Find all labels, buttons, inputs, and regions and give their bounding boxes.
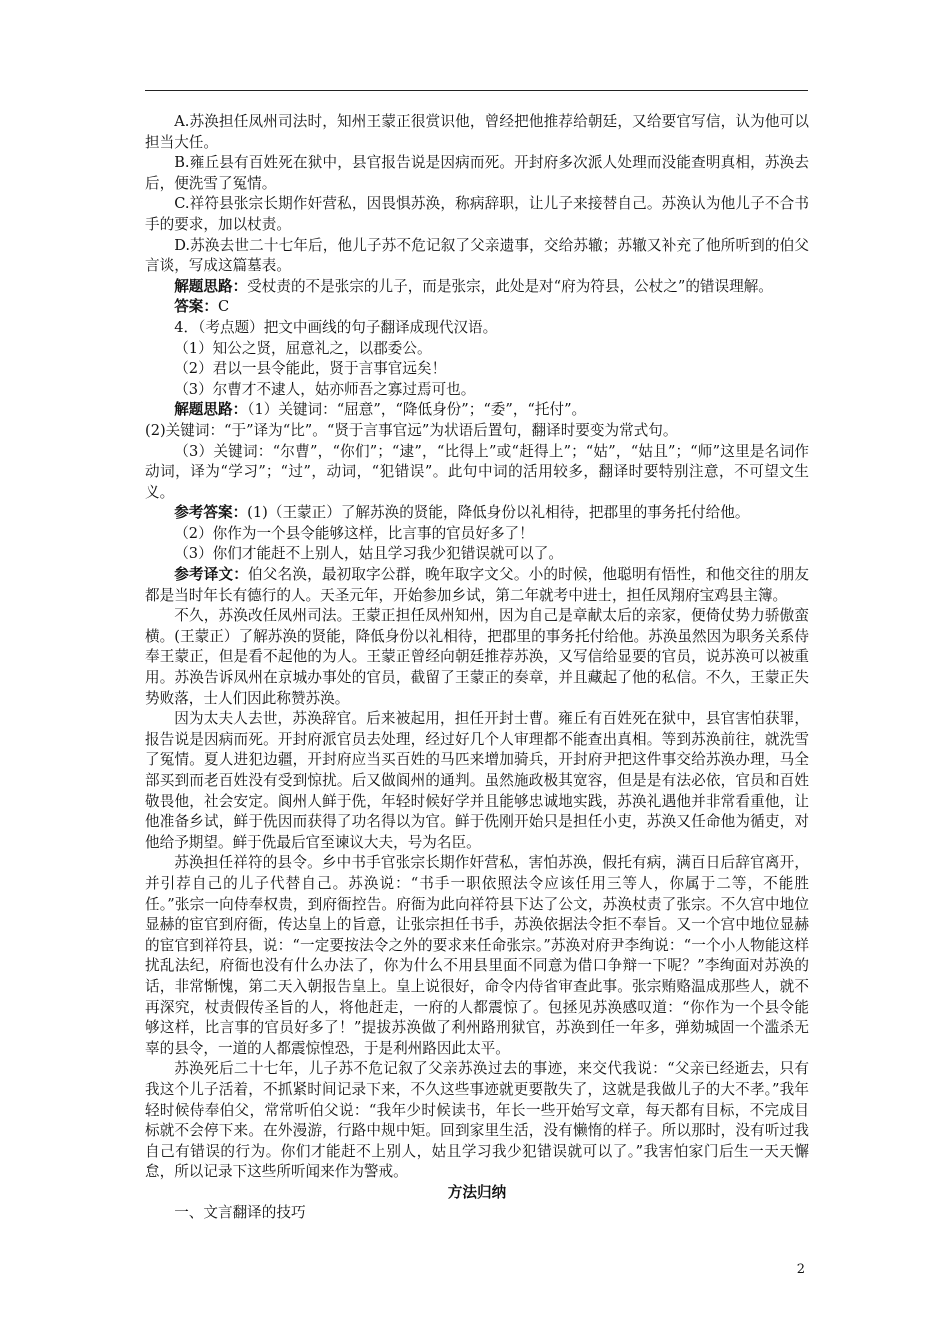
option-c: C.祥符县张宗长期作奸营私，因畏惧苏涣，称病辞职，让儿子来接替自己。苏涣认为他儿子不合书手的要求，加以杖责。 bbox=[145, 195, 809, 233]
option-a: A.苏涣担任凤州司法时，知州王蒙正很赏识他，曾经把他推荐给朝廷，又给要官写信，认为他可以担当大任。 bbox=[145, 113, 809, 151]
q4-reference-1: (1)（王蒙正）了解苏涣的贤能，降低身份以礼相待，把郡里的事务托付给他。 bbox=[247, 504, 750, 522]
translation-p2: 不久，苏涣改任凤州司法。王蒙正担任凤州知州，因为自己是章献太后的亲家，便倚仗势力骄傲蛮横。(王蒙正）了解苏涣的贤能，降低身份以礼相待，把郡里的事务托付给他。苏涣虽然因为职务关系侍奉王蒙正，但是看不起他的为人。王蒙正曾经向朝廷推荐苏涣，又写信给显要的官员，说苏涣可以被重用。苏涣告诉凤州在京城办事处的官员，截留了王蒙正的奏章，并且藏起了他的私信。不久，王蒙正失势败落，士人们因此称赞苏涣。 bbox=[145, 607, 809, 707]
translation-p4: 苏涣担任祥符的县令。乡中书手官张宗长期作奸营私，害怕苏涣，假托有病，满百日后辞官离开，并引荐自己的儿子代替自己。苏涣说：“书手一职依照法令应该任用三等人，你属于二等，不能胜任。”张宗一向侍奉权贵，到府衙控告。府衙为此向祥符县下达了公文，苏涣杖责了张宗。不久宫中地位显赫的宦官到府衙，传达皇上的旨意，让张宗担任书手，苏涣依据法令拒不奉旨。又一个宫中地位显赫的宦官到祥符县，说：“一定要按法令之外的要求来任命张宗。”苏涣对府尹李绚说：“一个小人物能这样扰乱法纪，府衙也没有什么办法了，你为什么不用县里面不同意为借口争辩一下呢？”李绚面对苏涣的话，非常惭愧，第二天入朝报告皇上。皇上说很好，命令内侍省审查此事。张宗贿赂温成那些人，就不再深究，杖责假传圣旨的人，将他赶走，一府的人都震惊了。包拯见苏涣感叹道：“你作为一个县令能够这样，比言事的官员好多了！”提拔苏涣做了利州路刑狱官，苏涣到任一年多，弹劾城固一个滥杀无辜的县令，一道的人都震惊惶恐，于是利州路因此太平。 bbox=[145, 854, 809, 1057]
q4-title: 4．（考点题）把文中画线的句子翻译成现代汉语。 bbox=[174, 318, 498, 336]
translation-label: 参考译文： bbox=[174, 566, 249, 584]
q4-analysis bbox=[145, 400, 809, 421]
q4-sentence-1: （1）知公之贤，屈意礼之，以郡委公。 bbox=[174, 339, 432, 357]
option-d: D.苏涣去世二十七年后，他儿子苏不危记叙了父亲遗事，交给苏辙；苏辙又补充了他所听到的伯父言谈，写成这篇墓表。 bbox=[145, 236, 809, 275]
q3-analysis-text: 受杖责的不是张宗的儿子，而是张宗，此处是对“府为符县，公杖之”的错误理解。 bbox=[247, 277, 773, 295]
translation-p1-text: 伯父名涣，最初取字公群，晚年取字文父。小的时候，他聪明有悟性，和他交往的朋友都是当时年长有德行的人。天圣元年，开始参加乡试，第二年就考中进士，担任凤翔府宝鸡县主簿。 bbox=[145, 566, 809, 604]
page-number: 2 bbox=[796, 1262, 805, 1277]
q3-analysis bbox=[145, 277, 809, 298]
method-item-1: 一、文言翻译的技巧 bbox=[174, 1204, 306, 1222]
method-heading: 方法归纳 bbox=[447, 1183, 507, 1201]
q4-analysis-label: 解题思路： bbox=[174, 401, 248, 419]
translation-p3: 因为太夫人去世，苏涣辞官。后来被起用，担任开封士曹。雍丘有百姓死在狱中，县官害怕获罪，报告说是因病而死。开封府派官员去处理，经过好几个人审理都不能查出真相。等到苏涣前往，就洗雪了冤情。夏人进犯边疆，开封府应当买百姓的马匹来增加骑兵，开封府尹把这件事交给苏涣办理，马全部买到而老百姓没有受到惊扰。后又做阆州的通判。虽然施政极其宽容，但是是有法必依，官员和百姓敬畏他，社会安定。阆州人鲜于侁，年轻时候好学并且能够忠诚地实践，苏涣礼遇他并非常看重他，让他准备乡试，鲜于侁因而获得了功名得以为官。鲜于侁刚开始只是担任小吏，苏涣又任命他为循吏，对他给予期望。鲜于侁最后官至谏议大夫，号为名臣。 bbox=[145, 710, 809, 851]
option-b: B.雍丘县有百姓死在狱中，县官报告说是因病而死。开封府多次派人处理而没能查明真相，苏涣去后，便洗雪了冤情。 bbox=[145, 154, 809, 192]
translation-p1 bbox=[145, 565, 809, 606]
q3-answer bbox=[145, 297, 809, 318]
q4-reference-2: （2）你作为一个县令能够这样，比言事的官员好多了！ bbox=[174, 524, 534, 542]
q4-reference bbox=[145, 503, 809, 524]
q4-analysis-1: （1）关键词：“屈意”，“降低身份”；“委”，“托付”。 bbox=[247, 401, 587, 419]
q4-sentence-2: （2）君以一县令能此，贤于言事官远矣！ bbox=[174, 360, 447, 378]
q4-analysis-2: (2)关键词：“于”译为“比”。“贤于言事官远”为状语后置句，翻译时要变为常式句。 bbox=[145, 421, 678, 439]
q4-reference-3: （3）你们才能赶不上别人，姑且学习我少犯错误就可以了。 bbox=[174, 545, 563, 563]
q3-answer-label: 答案： bbox=[174, 298, 218, 316]
document-body bbox=[145, 112, 809, 1224]
header-rule bbox=[145, 90, 808, 91]
q4-reference-label: 参考答案： bbox=[174, 504, 248, 522]
q4-sentence-3: （3）尔曹才不逮人，姑亦师吾之寡过焉可也。 bbox=[174, 380, 476, 398]
q3-answer-text: C bbox=[217, 298, 230, 316]
q4-analysis-3: （3）关键词：“尔曹”，“你们”；“逮”，“比得上”或“赶得上”；“姑”，“姑且”；“师”这里是名词作动词，译为“学习”；“过”，动词，“犯错误”。此句中词的活用较多，翻译时要特别注意，不可望文生义。 bbox=[145, 442, 809, 501]
q3-analysis-label: 解题思路： bbox=[174, 277, 248, 295]
translation-p5: 苏涣死后二十七年，儿子苏不危记叙了父亲苏涣过去的事迹，来交代我说：“父亲已经逝去，只有我这个儿子活着，不抓紧时间记录下来，不久这些事迹就更要散失了，这就是我做儿子的大不孝。”我年轻时候侍奉伯父，常常听伯父说：“我年少时候读书，年长一些开始写文章，每天都有目标，不完成目标就不会停下来。在外漫游，行路中规中矩。回到家里生活，没有懒惰的样子。所以那时，没有听过我自己有错误的行为。你们才能赶不上别人，姑且学习我少犯错误就可以了。”我害怕家门后生一天天懈怠，所以记录下这些所听闻来作为警戒。 bbox=[145, 1060, 809, 1181]
